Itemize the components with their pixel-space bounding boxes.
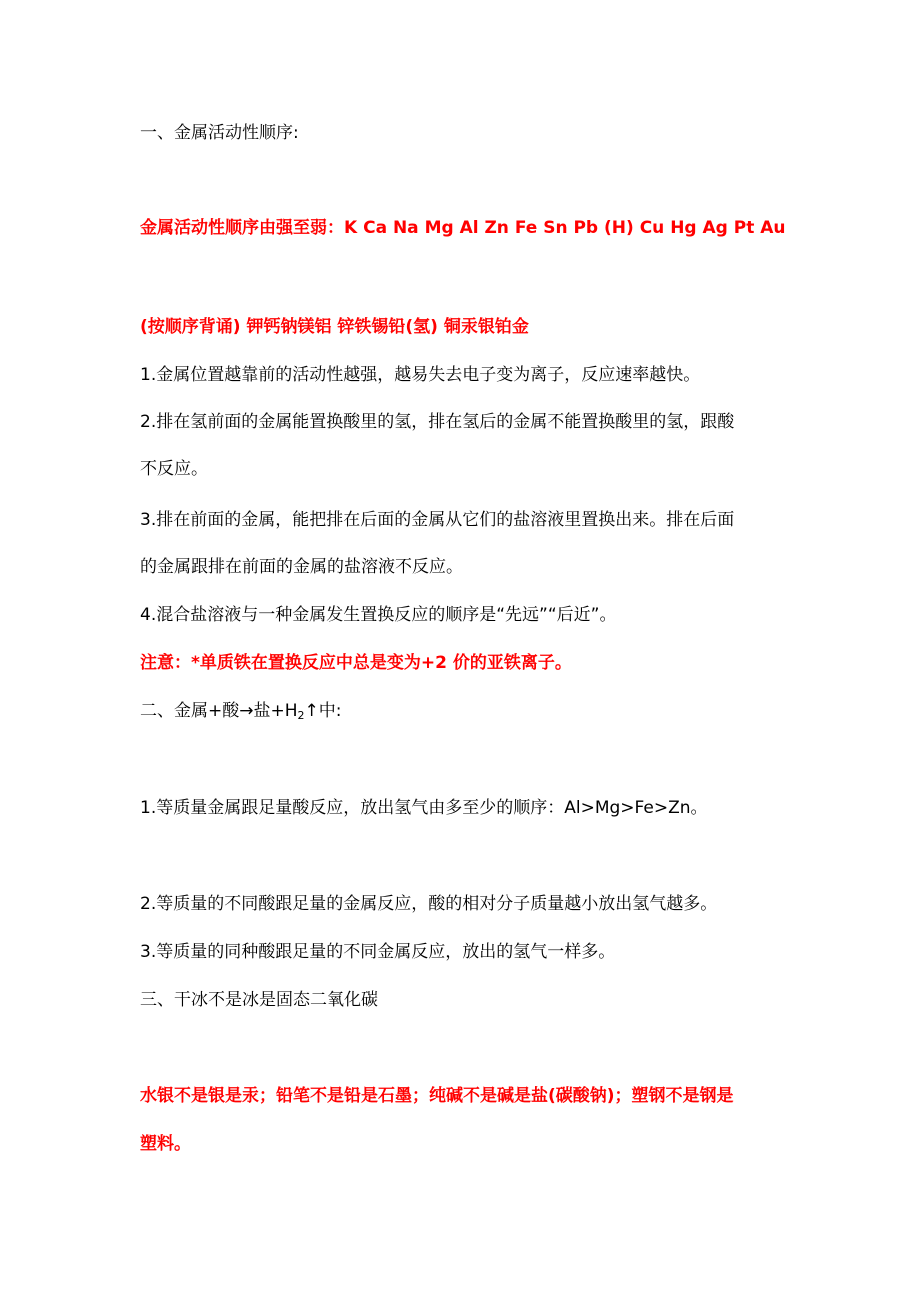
section2-heading-suffix: ↑中: (304, 701, 342, 721)
mnemonic-line: (按顺序背诵) 钾钙钠镁铝 锌铁锡铅(氢) 铜汞银铂金 (140, 317, 529, 337)
section3-line2: 塑料。 (140, 1134, 191, 1154)
section3-line1: 水银不是银是汞；铅笔不是铅是石墨；纯碱不是碱是盐(碳酸钠)；塑钢不是钢是 (140, 1086, 734, 1106)
note-line: 注意：*单质铁在置换反应中总是变为+2 价的亚铁离子。 (140, 653, 572, 673)
section3-heading: 三、干冰不是冰是固态二氧化碳 (140, 990, 378, 1010)
section2-heading-subscript: 2 (297, 709, 305, 722)
section2-heading (140, 700, 800, 722)
section2-heading-prefix: 二、金属+酸→盐+H (140, 701, 298, 721)
section1-heading: 一、金属活动性顺序: (140, 123, 299, 143)
activity-order-line: 金属活动性顺序由强至弱：K Ca Na Mg Al Zn Fe Sn Pb (H) Cu Hg Ag Pt Au (140, 218, 786, 238)
section1-point1: 1.金属位置越靠前的活动性越强，越易失去电子变为离子，反应速率越快。 (140, 365, 701, 385)
section2-point1: 1.等质量金属跟足量酸反应，放出氢气由多至少的顺序：Al>Mg>Fe>Zn。 (140, 798, 708, 818)
section1-point2-line2: 不反应。 (140, 459, 208, 479)
section1-point2-line1: 2.排在氢前面的金属能置换酸里的氢，排在氢后的金属不能置换酸里的氢，跟酸 (140, 412, 735, 432)
section2-point2: 2.等质量的不同酸跟足量的金属反应，酸的相对分子质量越小放出氢气越多。 (140, 894, 718, 914)
section1-point3-line2: 的金属跟排在前面的金属的盐溶液不反应。 (140, 557, 463, 577)
section1-point4: 4.混合盐溶液与一种金属发生置换反应的顺序是“先远”“后近”。 (140, 605, 617, 625)
section1-point3-line1: 3.排在前面的金属，能把排在后面的金属从它们的盐溶液里置换出来。排在后面 (140, 510, 735, 530)
section2-point3: 3.等质量的同种酸跟足量的不同金属反应，放出的氢气一样多。 (140, 942, 616, 962)
